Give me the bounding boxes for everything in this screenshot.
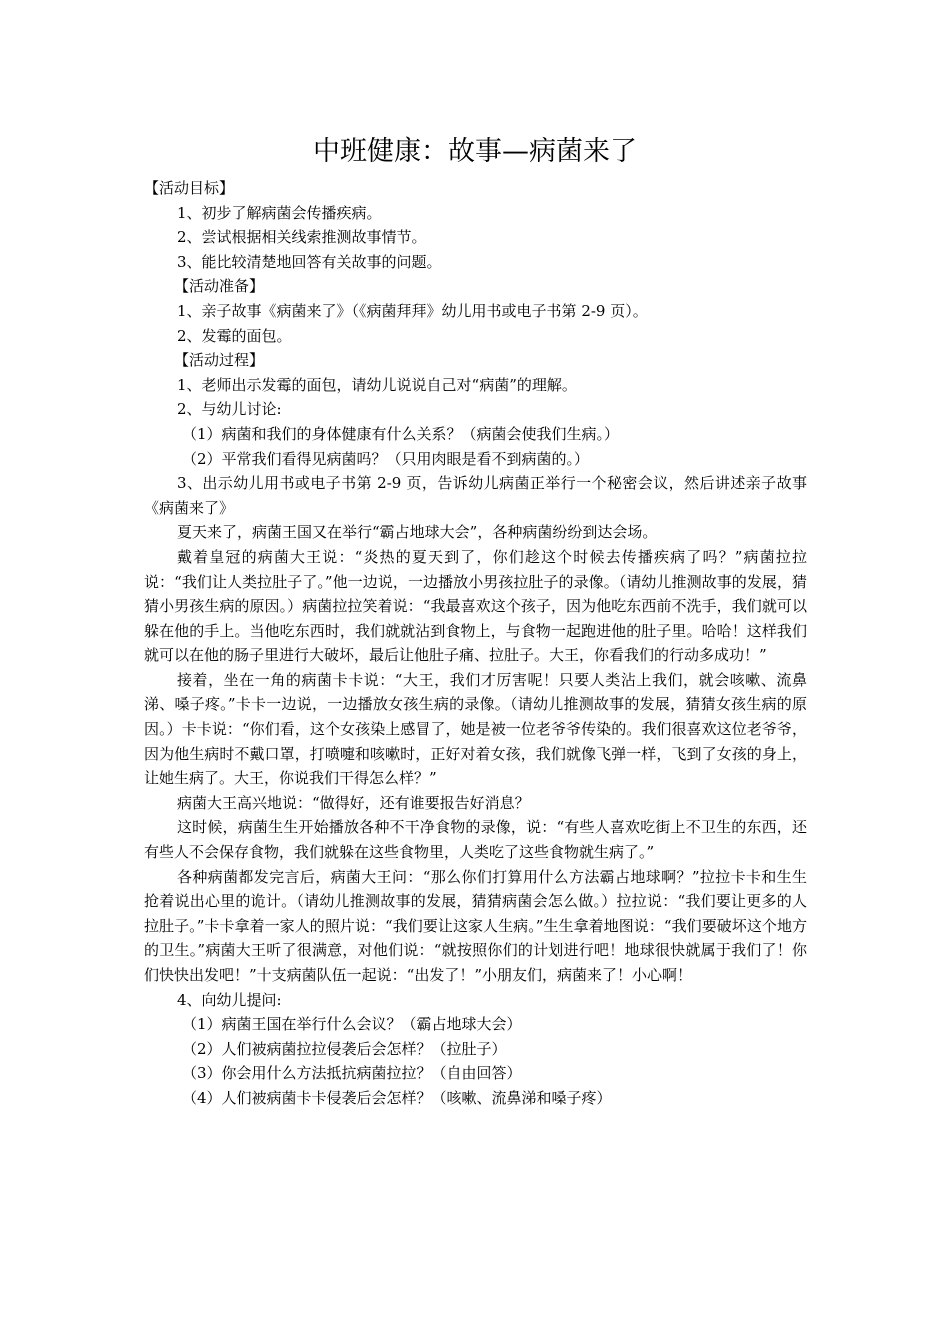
- story-paragraph: 戴着皇冠的病菌大王说：“炎热的夏天到了，你们趁这个时候去传播疾病了吗？”病菌拉拉说：“我们让人类拉肚子了。”他一边说，一边播放小男孩拉肚子的录像。（请幼儿推测故事的发展，猜猜小男孩生病的原因。）病菌拉拉笑着说：“我最喜欢这个孩子，因为他吃东西前不洗手，我们就可以躲在他的手上。当他吃东西时，我们就就沾到食物上，与食物一起跑进他的肚子里。哈哈！这样我们就可以在他的肠子里进行大破坏，最后让他肚子痛、拉肚子。大王，你看我们的行动多成功！”: [144, 547, 807, 665]
- goal-item: 2、尝试根据相关线索推测故事情节。: [177, 228, 427, 247]
- goals-heading: 【活动目标】: [144, 179, 235, 197]
- story-paragraph: 各种病菌都发完言后，病菌大王问：“那么你们打算用什么方法霸占地球啊？”拉拉卡卡和生生抢着说出心里的诡计。（请幼儿推测故事的发展，猜猜病菌会怎么做。）拉拉说：“我们要让更多的人拉肚子。”卡卡拿着一家人的照片说：“我们要让这家人生病。”生生拿着地图说：“我们要破坏这个地方的卫生。”病菌大王听了很满意，对他们说：“就按照你们的计划进行吧！地球很快就属于我们了！你们快快出发吧！”十支病菌队伍一起说：“出发了！”小朋友们，病菌来了！小心啊！: [144, 867, 807, 984]
- question-item: （1）病菌王国在举行什么会议？（霸占地球大会）: [182, 1015, 522, 1034]
- process-step: 2、与幼儿讨论:: [177, 400, 282, 419]
- document-body: [144, 176, 807, 1111]
- preparation-item: 2、发霉的面包。: [177, 326, 292, 345]
- preparation-heading: 【活动准备】: [174, 277, 265, 296]
- process-step: 3、出示幼儿用书或电子书第 2-9 页，告诉幼儿病菌正举行一个秘密会议，然后讲述亲子故事《病菌来了》: [144, 474, 807, 517]
- discussion-question: （1）病菌和我们的身体健康有什么关系？（病菌会使我们生病。）: [182, 424, 620, 443]
- question-item: （3）你会用什么方法抵抗病菌拉拉？（自由回答）: [182, 1064, 522, 1083]
- question-item: （2）人们被病菌拉拉侵袭后会怎样？（拉肚子）: [182, 1039, 507, 1058]
- goal-item: 3、能比较清楚地回答有关故事的问题。: [177, 252, 442, 271]
- process-step: 4、向幼儿提问:: [177, 990, 282, 1009]
- story-paragraph: 接着，坐在一角的病菌卡卡说：“大王，我们才厉害呢！只要人类沾上我们，就会咳嗽、流鼻涕、嗓子疼。”卡卡一边说，一边播放女孩生病的录像。（请幼儿推测故事的发展，猜猜女孩生病的原因。）卡卡说：“你们看，这个女孩染上感冒了，她是被一位老爷爷传染的。我们很喜欢这位老爷爷，因为他生病时不戴口罩，打喷嚏和咳嗽时，正好对着女孩，我们就像飞弹一样，飞到了女孩的身上，让她生病了。大王，你说我们干得怎么样？”: [144, 670, 807, 788]
- preparation-item: 1、亲子故事《病菌来了》（《病菌拜拜》幼儿用书或电子书第 2-9 页）。: [177, 301, 648, 320]
- goal-item: 1、初步了解病菌会传播疾病。: [177, 203, 382, 222]
- document-title: 中班健康：故事—病菌来了: [313, 136, 637, 167]
- story-paragraph: 夏天来了，病菌王国又在举行“霸占地球大会”，各种病菌纷纷到达会场。: [177, 523, 658, 542]
- story-paragraph: 这时候，病菌生生开始播放各种不干净食物的录像，说：“有些人喜欢吃街上不卫生的东西，还有些人不会保存食物，我们就躲在这些食物里，人类吃了这些食物就生病了。”: [144, 818, 807, 862]
- process-step: 1、老师出示发霉的面包，请幼儿说说自己对“病菌”的理解。: [177, 375, 577, 394]
- story-paragraph: 病菌大王高兴地说：“做得好，还有谁要报告好消息？: [177, 793, 530, 812]
- discussion-question: （2）平常我们看得见病菌吗？（只用肉眼是看不到病菌的。）: [182, 449, 590, 468]
- question-item: （4）人们被病菌卡卡侵袭后会怎样？（咳嗽、流鼻涕和嗓子疼）: [182, 1088, 612, 1107]
- process-heading: 【活动过程】: [174, 351, 265, 370]
